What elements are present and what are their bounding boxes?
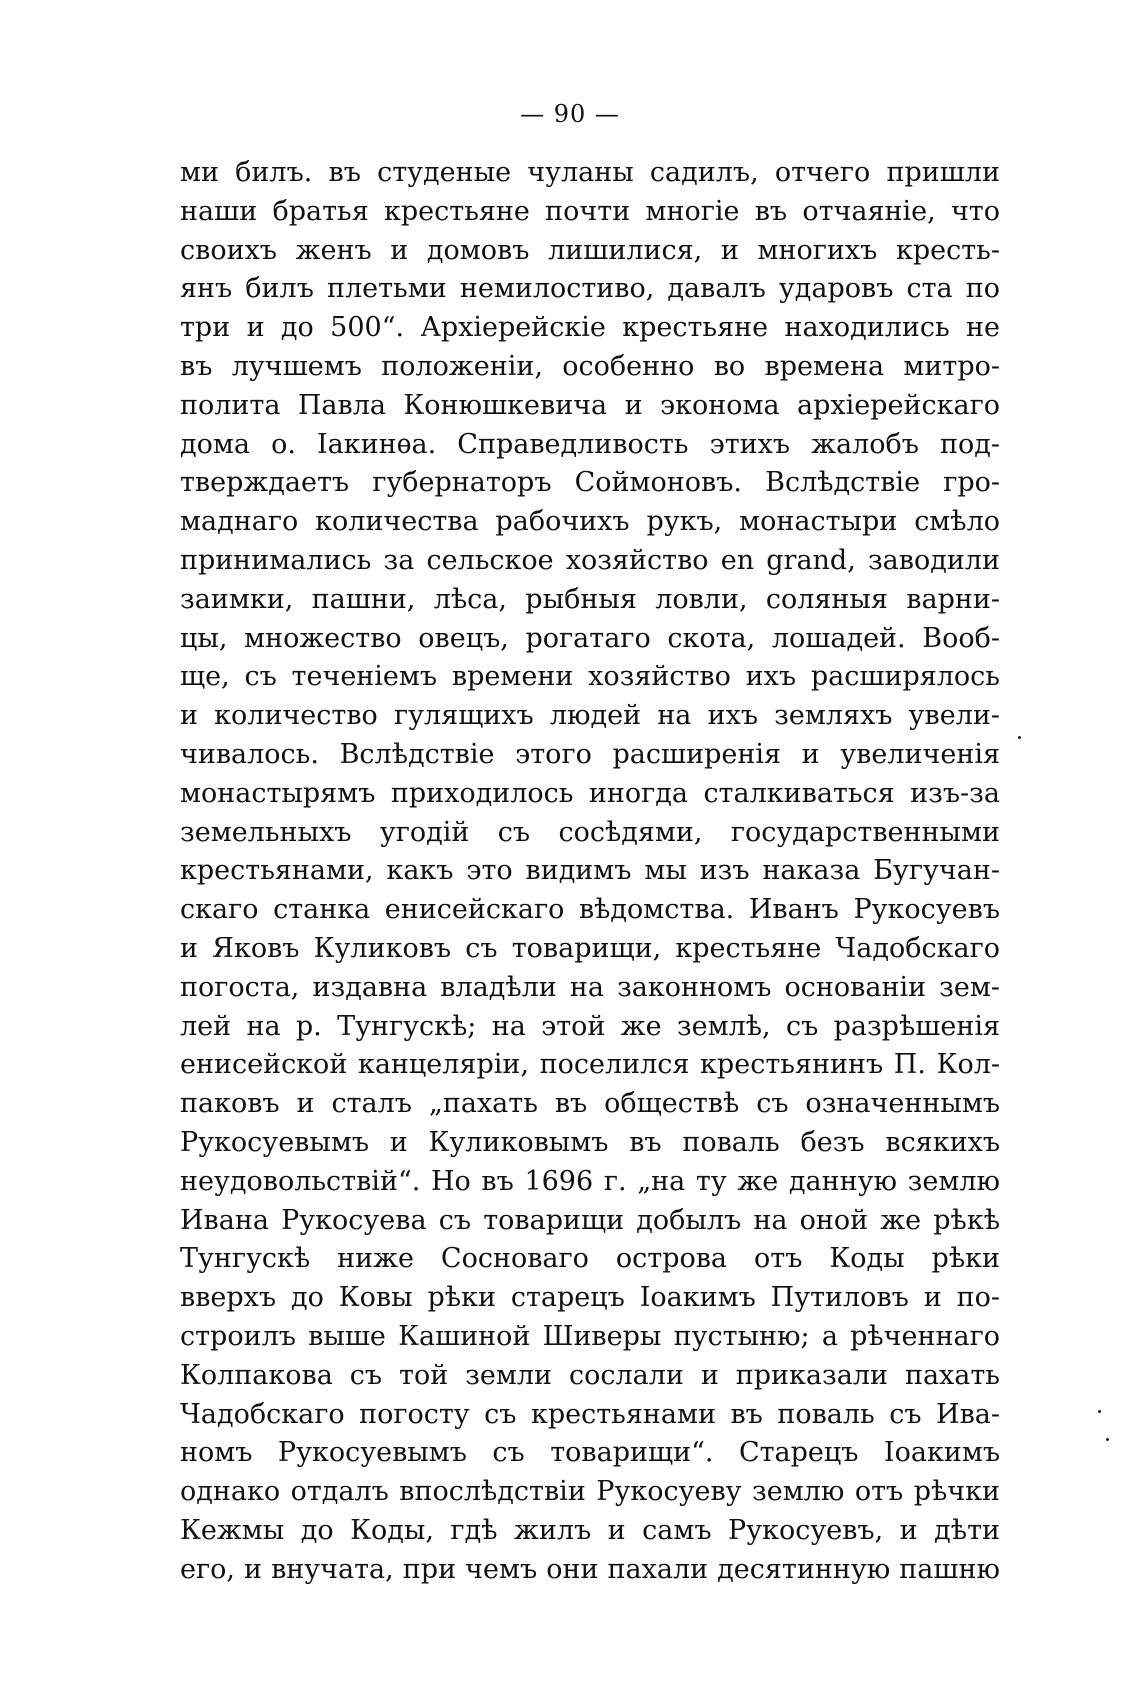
text-line: наши братья крестьяне почти многіе въ отчаяніе, что <box>180 195 1000 227</box>
text-line: и количество гулящихъ людей на ихъ земляхъ увели- <box>180 700 1000 732</box>
text-line: Колпакова съ той земли сослали и приказали пахать <box>180 1359 1000 1391</box>
text-line: тверждаетъ губернаторъ Соймоновъ. Вслѣдствіе гро- <box>180 467 1000 499</box>
text-line: янъ билъ плетьми немилостиво, давалъ ударовъ ста по <box>180 273 1000 305</box>
scan-speck <box>1018 736 1021 739</box>
text-line: вверхъ до Ковы рѣки старецъ Іоакимъ Путиловъ и по- <box>180 1282 1000 1314</box>
text-line: однако отдалъ впослѣдствіи Рукосуеву землю отъ рѣчки <box>180 1476 1000 1508</box>
text-line: неудовольствій“. Но въ 1696 г. „на ту же данную землю <box>180 1165 1000 1197</box>
text-line: паковъ и сталъ „пахать въ обществѣ съ означеннымъ <box>180 1088 1000 1120</box>
text-line: цы, множество овецъ, рогатаго скота, лошадей. Вооб- <box>180 622 1000 654</box>
text-line: Чадобскаго погосту съ крестьянами въ поваль съ Ива- <box>180 1398 1000 1430</box>
text-line: ще, съ теченіемъ времени хозяйство ихъ расширялось <box>180 661 1000 693</box>
text-line: Рукосуевымъ и Куликовымъ въ поваль безъ всякихъ <box>180 1126 1000 1158</box>
text-line: три и до 500“. Архіерейскіе крестьяне находились не <box>180 312 1000 344</box>
text-line: маднаго количества рабочихъ рукъ, монастыри смѣло <box>180 506 1000 538</box>
text-line: принимались за сельское хозяйство en grand, заводили <box>180 544 1000 576</box>
text-line: крестьянами, какъ это видимъ мы изъ наказа Бугучан- <box>180 855 1000 887</box>
page-number: — 90 — <box>520 100 620 128</box>
scan-speck <box>1106 1438 1109 1441</box>
text-line: енисейской канцеляріи, поселился крестьянинъ П. Кол- <box>180 1049 1000 1081</box>
text-line: Кежмы до Коды, гдѣ жилъ и самъ Рукосуевъ, и дѣти <box>180 1514 1000 1546</box>
text-line: полита Павла Конюшкевича и эконома архіерейскаго <box>180 389 1000 421</box>
text-line: земельныхъ угодій съ сосѣдями, государственными <box>180 816 1000 848</box>
text-line: Тунгускѣ ниже Сосноваго острова отъ Коды рѣки <box>180 1243 1000 1275</box>
text-line: погоста, издавна владѣли на законномъ основаніи зем- <box>180 971 1000 1003</box>
text-line: скаго станка енисейскаго вѣдомства. Иванъ Рукосуевъ <box>180 894 1000 926</box>
text-line: строилъ выше Кашиной Шиверы пустыню; а рѣченнаго <box>180 1320 1000 1352</box>
text-line: въ лучшемъ положеніи, особенно во времена митро- <box>180 350 1000 382</box>
text-line: номъ Рукосуевымъ съ товарищи“. Старецъ Іоакимъ <box>180 1437 1000 1469</box>
text-line: монастырямъ приходилось иногда сталкиваться изъ-за <box>180 777 1000 809</box>
text-line: своихъ женъ и домовъ лишилися, и многихъ кресть- <box>180 234 1000 266</box>
text-line: его, и внучата, при чемъ они пахали десятинную пашню <box>180 1553 1000 1585</box>
scan-speck <box>1098 1410 1101 1413</box>
body-text <box>180 154 1000 1589</box>
text-line: заимки, пашни, лѣса, рыбныя ловли, соляныя варни- <box>180 583 1000 615</box>
text-line: Ивана Рукосуева съ товарищи добылъ на оной же рѣкѣ <box>180 1204 1000 1236</box>
text-line: ми билъ. въ студеные чуланы садилъ, отчего пришли <box>180 157 1000 188</box>
text-line: дома о. Іакинѳа. Справедливость этихъ жалобъ под- <box>180 428 1000 460</box>
text-line: чивалось. Вслѣдствіе этого расширенія и увеличенія <box>180 738 1000 770</box>
text-line: лей на р. Тунгускѣ; на этой же землѣ, съ разрѣшенія <box>180 1010 1000 1042</box>
text-line: и Яковъ Куликовъ съ товарищи, крестьяне Чадобскаго <box>180 932 1000 964</box>
